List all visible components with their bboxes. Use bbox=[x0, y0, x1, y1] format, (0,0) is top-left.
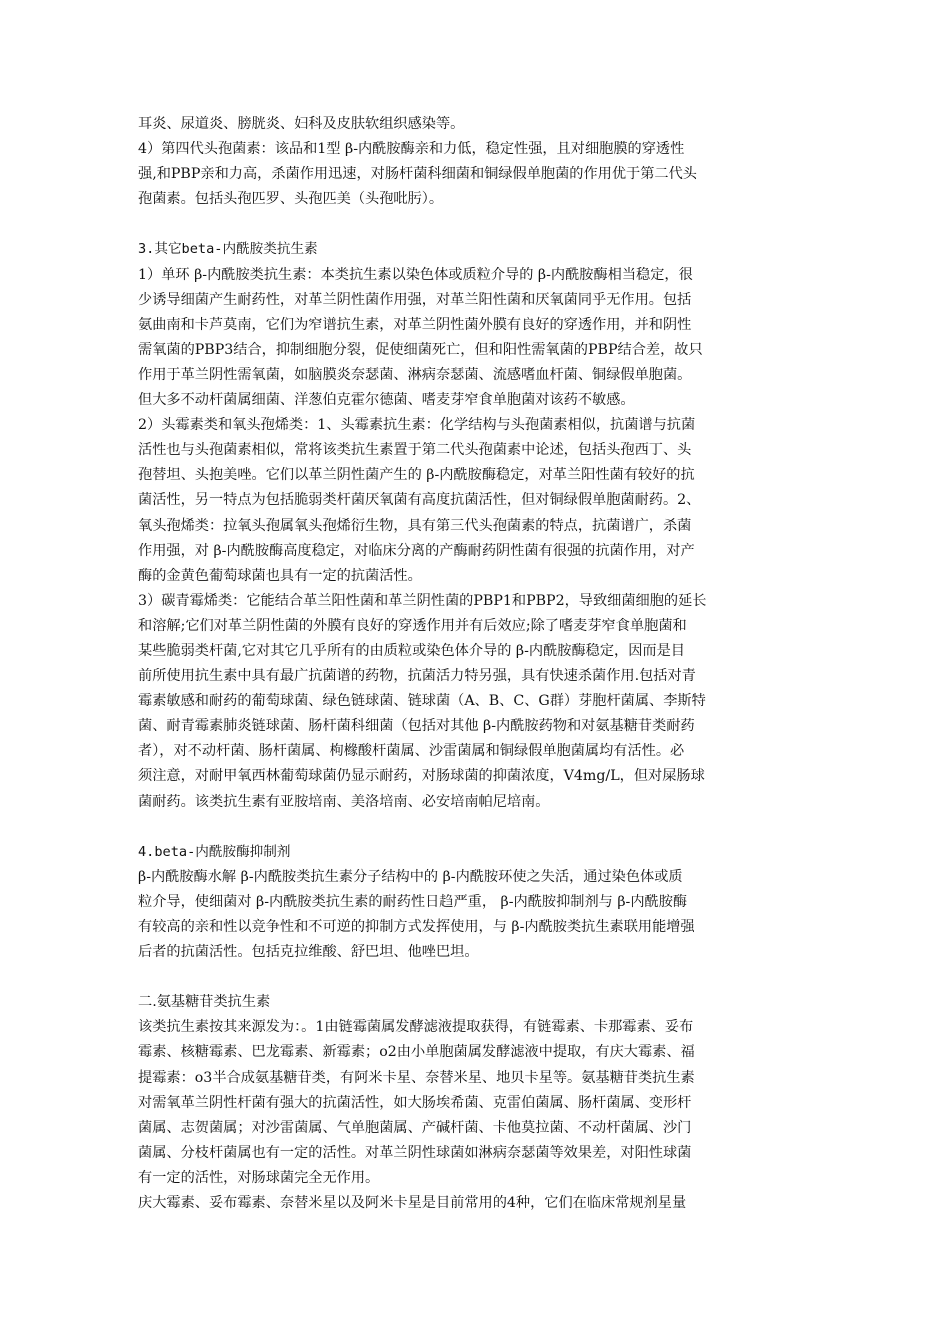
document-page bbox=[138, 112, 816, 1216]
text-line: 菌属、志贺菌属；对沙雷菌属、气单胞菌属、产碱杆菌、卡他莫拉菌、不动杆菌属、沙门 bbox=[138, 1119, 692, 1136]
text-line: 后者的抗菌活性。包括克拉维酸、舒巴坦、他唑巴坦。 bbox=[138, 944, 479, 961]
text-line: 菌、耐青霉素肺炎链球菌、肠杆菌科细菌（包括对其他 β-内酰胺药物和对氨基糖苷类耐药 bbox=[138, 718, 695, 735]
paragraph-gap bbox=[138, 815, 816, 840]
text-line: 耳炎、尿道炎、膀胱炎、妇科及皮肤软组织感染等。 bbox=[138, 116, 465, 132]
text-line: 但大多不动杆菌属细菌、洋葱伯克霍尔德菌、嗜麦芽窄食单胞菌对该药不敏感。 bbox=[138, 392, 635, 409]
paragraph-gap bbox=[138, 212, 816, 237]
section-heading: 4.beta-内酰胺酶抑制剂 bbox=[138, 843, 291, 860]
text-line: 4）第四代头孢菌素：该品和1型 β-内酰胺酶亲和力低，稳定性强，且对细胞膜的穿透性 bbox=[138, 141, 685, 158]
text-line: 有较高的亲和性以竞争性和不可逆的抑制方式发挥使用，与 β-内酰胺类抗生素联用能增强 bbox=[138, 919, 695, 935]
text-line: 该类抗生素按其来源发为：。1由链霉菌属发酵滤液提取获得，有链霉素、卡那霉素、妥布 bbox=[138, 1019, 694, 1036]
text-line: 菌活性，另一特点为包括脆弱类杆菌厌氧菌有高度抗菌活性，但对铜绿假单胞菌耐药。2、 bbox=[138, 492, 701, 509]
text-line: 须注意，对耐甲氧西林葡萄球菌仍显示耐药，对肠球菌的抑菌浓度，V4mg/L，但对屎肠球 bbox=[138, 768, 705, 785]
text-line: 霉素敏感和耐药的葡萄球菌、绿色链球菌、链球菌（A、B、C、G群）芽胞杆菌属、李斯特 bbox=[138, 693, 706, 710]
text-line: 活性也与头孢菌素相似，常将该类抗生素置于第二代头孢菌素中论述，包括头孢西丁、头 bbox=[138, 442, 692, 459]
text-line: 粒介导，使细菌对 β-内酰胺类抗生素的耐药性日趋严重， β-内酰胺抑制剂与 β-内酰胺酶 bbox=[138, 893, 688, 910]
text-line: 前所使用抗生素中具有最广抗菌谱的药物，抗菌活力特另强，具有快速杀菌作用.包括对青 bbox=[138, 668, 696, 685]
text-line: 强,和PBP亲和力高，杀菌作用迅速，对肠杆菌科细菌和铜绿假单胞菌的作用优于第二代头 bbox=[138, 166, 697, 183]
text-line: 孢菌素。包括头孢匹罗、头孢匹美（头孢吡肟）。 bbox=[138, 191, 444, 208]
text-line: β-内酰胺酶水解 β-内酰胺类抗生素分子结构中的 β-内酰胺环使之失活，通过染色体或质 bbox=[138, 868, 683, 885]
text-line: 有一定的活性，对肠球菌完全无作用。 bbox=[138, 1169, 380, 1186]
text-line: 氨曲南和卡芦莫南，它们为窄谱抗生素，对革兰阴性菌外膜有良好的穿透作用，并和阴性 bbox=[138, 316, 692, 333]
text-line: 作用于革兰阴性需氧菌，如脑膜炎奈瑟菌、淋病奈瑟菌、流感嗜血杆菌、铜绿假单胞菌。 bbox=[138, 366, 692, 383]
section-heading: 二.氨基糖苷类抗生素 bbox=[138, 994, 271, 1011]
text-line: 者），对不动杆菌、肠杆菌属、枸橼酸杆菌属、沙雷菌属和铜绿假单胞菌属均有活性。必 bbox=[138, 743, 685, 760]
text-line: 氧头孢烯类：拉氧头孢属氧头孢烯衍生物，具有第三代头孢菌素的特点，抗菌谱广，杀菌 bbox=[138, 517, 692, 534]
text-line: 孢替坦、头抱美唑。它们以革兰阴性菌产生的 β-内酰胺酶稳定，对革兰阳性菌有较好的抗 bbox=[138, 467, 695, 484]
text-line: 1）单环 β-内酰胺类抗生素：本类抗生素以染色体或质粒介导的 β-内酰胺酶相当稳定，很 bbox=[138, 266, 693, 283]
text-line: 某些脆弱类杆菌,它对其它几乎所有的由质粒或染色体介导的 β-内酰胺酶稳定，因而是目 bbox=[138, 642, 685, 659]
text-line: 对需氧革兰阴性杆菌有强大的抗菌活性，如大肠埃希菌、克雷伯菌属、肠杆菌属、变形杆 bbox=[138, 1094, 692, 1111]
text-line: 提霉素：o3半合成氨基糖苷类，有阿米卡星、奈替米星、地贝卡星等。氨基糖苷类抗生素 bbox=[138, 1069, 695, 1086]
text-line: 霉素、核糖霉素、巴龙霉素、新霉素；o2由小单胞菌属发酵滤液中提取，有庆大霉素、福 bbox=[138, 1044, 695, 1061]
paragraph-gap bbox=[138, 965, 816, 990]
text-line: 菌属、分枝杆菌属也有一定的活性。对革兰阴性球菌如淋病奈瑟菌等效果差，对阳性球菌 bbox=[138, 1144, 692, 1161]
text-line: 酶的金黄色葡萄球菌也具有一定的抗菌活性。 bbox=[138, 567, 422, 584]
text-line: 需氧菌的PBP3结合，抑制细胞分裂，促使细菌死亡，但和阳性需氧菌的PBP结合差，故只 bbox=[138, 341, 703, 358]
text-line: 庆大霉素、妥布霉素、奈替米星以及阿米卡星是目前常用的4种，它们在临床常规剂星量 bbox=[138, 1195, 687, 1212]
text-line: 少诱导细菌产生耐药性，对革兰阴性菌作用强，对革兰阳性菌和厌氧菌同乎无作用。包括 bbox=[138, 291, 692, 308]
text-line: 和溶解;它们对革兰阴性菌的外膜有良好的穿透作用并有后效应;除了嗜麦芽窄食单胞菌和 bbox=[138, 617, 687, 634]
section-heading: 3.其它beta-内酰胺类抗生素 bbox=[138, 241, 318, 258]
text-line: 菌耐药。该类抗生素有亚胺培南、美洛培南、必安培南帕尼培南。 bbox=[138, 793, 550, 810]
text-line: 3）碳青霉烯类：它能结合革兰阳性菌和革兰阴性菌的PBP1和PBP2，导致细菌细胞的延长 bbox=[138, 592, 707, 609]
text-line: 2）头霉素类和氧头孢烯类：1、头霉素抗生素：化学结构与头孢菌素相似，抗菌谱与抗菌 bbox=[138, 417, 696, 434]
text-line: 作用强，对 β-内酰胺酶高度稳定，对临床分离的产酶耐药阴性菌有很强的抗菌作用，对产 bbox=[138, 542, 695, 559]
